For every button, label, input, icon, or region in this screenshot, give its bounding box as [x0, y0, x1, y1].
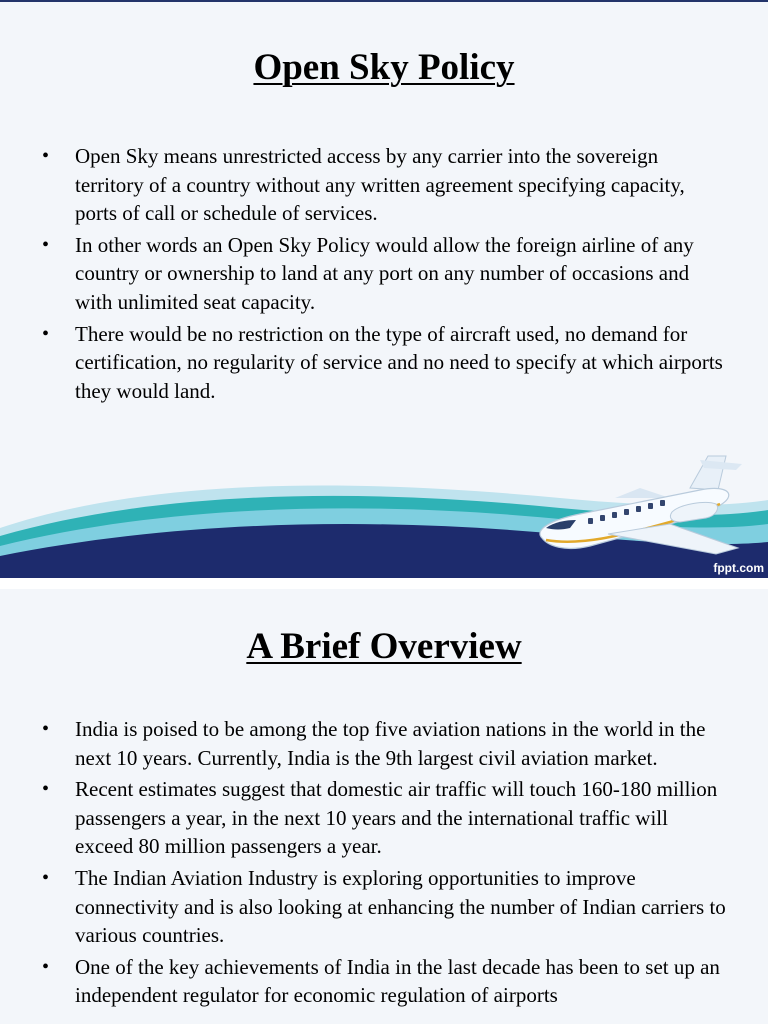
airplane-icon — [520, 450, 768, 565]
bullet-list — [0, 142, 768, 408]
bullet-item: • India is poised to be among the top five aviation nations in the world in the next 10 years. Currently, India is the 9th largest civil aviation market. — [42, 717, 706, 770]
bullet-item: • The Indian Aviation Industry is exploring opportunities to improve connectivity and is also looking at enhancing the number of Indian carriers to various countries. — [42, 865, 726, 948]
bullet-dot-icon: • — [42, 866, 50, 889]
bullet-item: • In other words an Open Sky Policy would allow the foreign airline of any country or ownership to land at any port on any number of occasions and with unlimited seat capacity. — [42, 232, 694, 314]
bullet-item: • One of the key achievements of India in the last decade has been to set up an independent regulator for economic regulation of airports — [42, 954, 720, 1008]
slide-title: Open Sky Policy — [253, 47, 515, 88]
watermark: fppt.com — [713, 561, 764, 575]
bullet-item: • Open Sky means unrestricted access by any carrier into the sovereign territory of a country without any written agreement specifying capacity, ports of call or schedule of services. — [42, 144, 685, 226]
bullet-dot-icon: • — [42, 233, 50, 256]
bullet-dot-icon: • — [42, 955, 50, 978]
slide-separator — [0, 578, 768, 589]
bullet-dot-icon: • — [42, 145, 50, 167]
bullet-list — [0, 715, 768, 1013]
bullet-dot-icon: • — [42, 778, 50, 801]
bullet-dot-icon: • — [42, 718, 50, 740]
slide-brief-overview — [0, 589, 768, 1024]
bullet-item: • There would be no restriction on the type of aircraft used, no demand for certification, no regularity of service and no need to specify at which airports they would land. — [42, 321, 723, 403]
bullet-dot-icon: • — [42, 322, 50, 345]
bullet-item: • Recent estimates suggest that domestic air traffic will touch 160-180 million passengers a year, in the next 10 years and the international traffic will exceed 80 million passengers a year. — [42, 777, 718, 859]
slide-title: A Brief Overview — [246, 626, 522, 667]
